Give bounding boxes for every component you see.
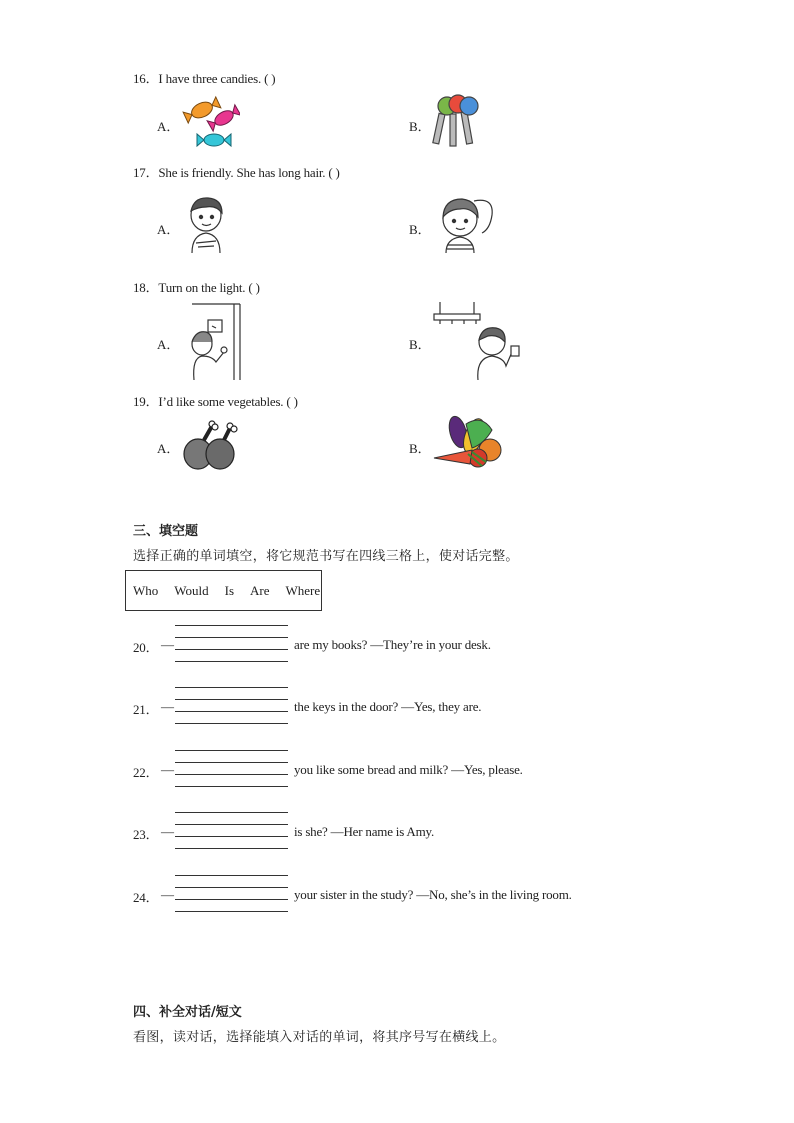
question-text: are my books? —They’re in your desk. — [294, 637, 491, 652]
item-number: 22． — [133, 765, 159, 780]
four-line-answer-field[interactable] — [175, 687, 288, 727]
question-19: 19．I’d like some vegetables. ( ) — [133, 394, 298, 409]
option-b-label[interactable]: B． — [409, 441, 431, 456]
word-bank-word: Are — [250, 582, 270, 598]
question-text: your sister in the study? —No, she’s in the living room. — [294, 887, 572, 902]
option-a-label[interactable]: A． — [157, 337, 180, 352]
word-bank-word: Who — [133, 582, 159, 598]
candies-icon — [182, 94, 240, 150]
item-number: 21． — [133, 702, 159, 717]
option-a-label[interactable]: A． — [157, 119, 180, 134]
question-16: 16．I have three candies. ( ) — [133, 71, 276, 86]
item-number: 23． — [133, 827, 159, 842]
section-4-heading: 四、补全对话/短文 — [133, 1005, 242, 1020]
option-b-label[interactable]: B． — [409, 337, 431, 352]
dash: — — [161, 887, 174, 902]
question-text: is she? —Her name is Amy. — [294, 824, 435, 839]
option-b-label[interactable]: B． — [409, 119, 431, 134]
section-3-heading: 三、填空题 — [133, 524, 199, 539]
dash: — — [161, 637, 174, 652]
question-text: you like some bread and milk? —Yes, please. — [294, 762, 523, 777]
section-3-instruction: 选择正确的单词填空，将它规范书写在四线三格上，使对话完整。 — [133, 549, 519, 564]
four-line-answer-field[interactable] — [175, 812, 288, 852]
vegetables-icon — [432, 414, 506, 474]
option-a-label[interactable]: A． — [157, 222, 180, 237]
option-b-label[interactable]: B． — [409, 222, 431, 237]
girl-door-icon — [182, 302, 248, 382]
four-line-answer-field[interactable] — [175, 875, 288, 915]
four-line-answer-field[interactable] — [175, 750, 288, 790]
word-bank-word: Is — [224, 582, 235, 598]
boy-icon — [182, 193, 232, 255]
section-4-instruction: 看图，读对话，选择能填入对话的单词，将其序号写在横线上。 — [133, 1030, 506, 1045]
question-18: 18．Turn on the light. ( ) — [133, 280, 260, 295]
word-bank-word: Where — [285, 582, 321, 598]
keys-icon — [432, 94, 482, 150]
dash: — — [161, 762, 174, 777]
item-number: 20． — [133, 640, 159, 655]
word-bank — [125, 570, 322, 611]
question-text: the keys in the door? —Yes, they are. — [294, 699, 482, 714]
dash: — — [161, 824, 174, 839]
word-bank-word: Would — [174, 582, 209, 598]
chicken-legs-icon — [182, 418, 240, 472]
dash: — — [161, 699, 174, 714]
question-17: 17．She is friendly. She has long hair. ( ) — [133, 165, 340, 180]
item-number: 24． — [133, 890, 159, 905]
four-line-answer-field[interactable] — [175, 625, 288, 665]
option-a-label[interactable]: A． — [157, 441, 180, 456]
girl-icon — [432, 193, 498, 255]
boy-light-switch-icon — [432, 300, 522, 382]
